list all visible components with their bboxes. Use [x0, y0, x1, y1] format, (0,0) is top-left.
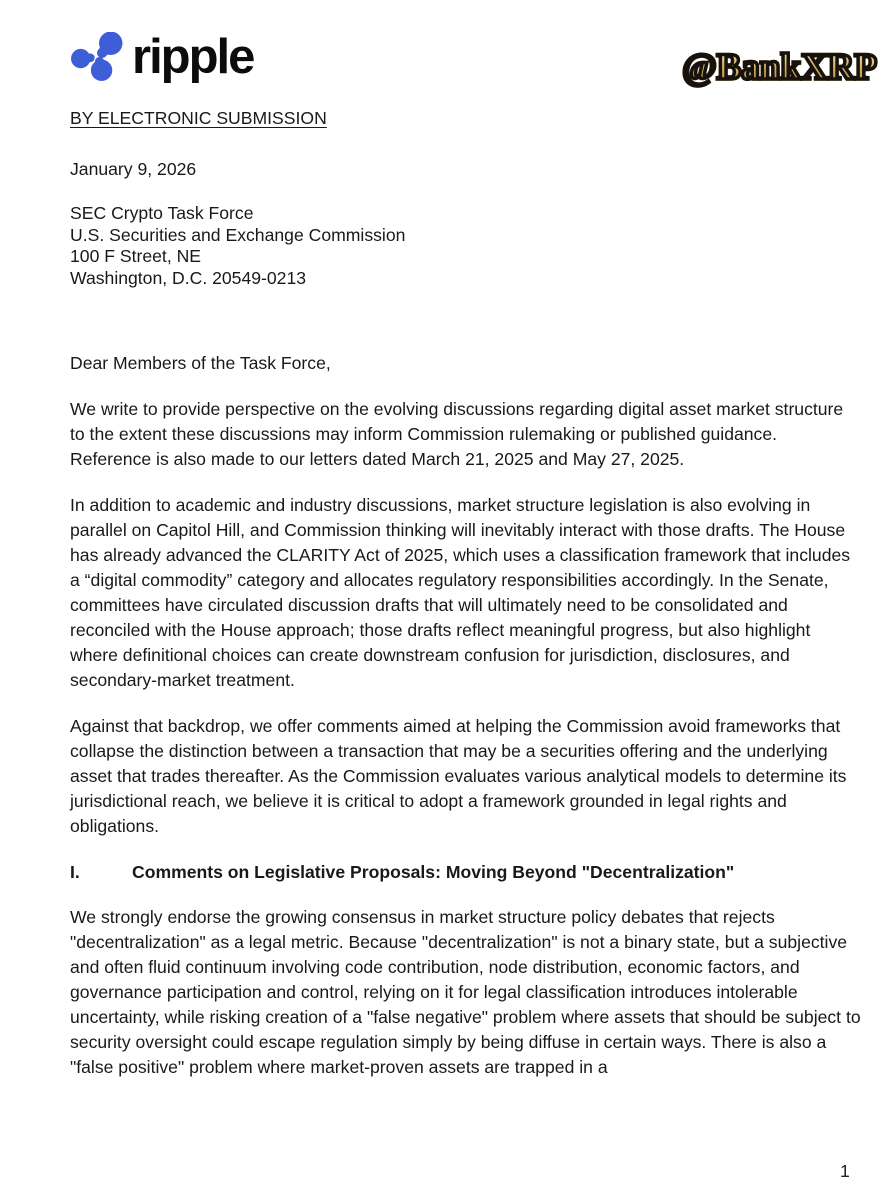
salutation: Dear Members of the Task Force, — [70, 353, 331, 373]
section-heading-number: I. — [70, 862, 80, 882]
address-line-recipient: SEC Crypto Task Force — [70, 203, 254, 223]
paragraph-intro: We write to provide perspective on the evolving discussions regarding digital asset market structure to the extent these discussions may inform Commission rulemaking or published guidance. Reference is also made to our letters dated March 21, 2025 and May 27, 2025. — [70, 399, 844, 469]
section-heading-title: Comments on Legislative Proposals: Moving Beyond "Decentralization" — [132, 862, 735, 882]
ripple-logo — [71, 29, 254, 84]
address-line-city: Washington, D.C. 20549-0213 — [70, 267, 307, 288]
paragraph-backdrop: Against that backdrop, we offer comments aimed at helping the Commission avoid frameworks that collapse the distinction between a transaction that may be a securities offering and the underlying asset that trades thereafter. As the Commission evaluates various analytical models to determine its jurisdictional reach, we believe it is critical to adopt a framework grounded in legal rights and obligations. — [70, 716, 847, 836]
ripple-logo-wordmark: ripple — [132, 29, 254, 84]
letter-date: January 9, 2026 — [70, 159, 197, 179]
paragraph-legislation: In addition to academic and industry discussions, market structure legislation is also evolving in parallel on Capitol Hill, and Commission thinking will inevitably interact with those drafts. The House has already advanced the CLARITY Act of 2025, which uses a classification framework that includes a “digital commodity” category and allocates regulatory responsibilities accordingly. In the Senate, committees have circulated discussion drafts that will ultimately need to be consolidated and reconciled with the House approach; those drafts reflect meaningful progress, but also highlight where definitional choices can create downstream confusion for jurisdiction, disclosures, and secondary-market treatment. — [70, 495, 851, 690]
paragraph-decentralization: We strongly endorse the growing consensus in market structure policy debates that rejects "decentralization" as a legal metric. Because "decentralization" is not a binary state, but a subjective and often fluid continuum involving code contribution, node distribution, economic factors, and governance participation and control, relying on it for legal classification introduces intolerable uncertainty, while risking creation of a "false negative" problem where assets that should be subject to security oversight could escape regulation simply by being diffuse in certain ways. There is also a "false positive" problem where market-proven assets are trapped in a — [70, 907, 861, 1077]
submission-method-line: BY ELECTRONIC SUBMISSION — [70, 108, 327, 128]
section-heading — [70, 860, 862, 885]
address-line-street: 100 F Street, NE — [70, 246, 202, 266]
watermark-bankxrp-badge: @BankXRP — [682, 47, 877, 88]
ripple-logo-icon — [71, 32, 124, 81]
recipient-address-block — [70, 203, 862, 289]
page-number: 1 — [840, 1161, 850, 1181]
letter-body — [70, 106, 862, 1101]
address-line-organization: U.S. Securities and Exchange Commission — [70, 224, 406, 245]
